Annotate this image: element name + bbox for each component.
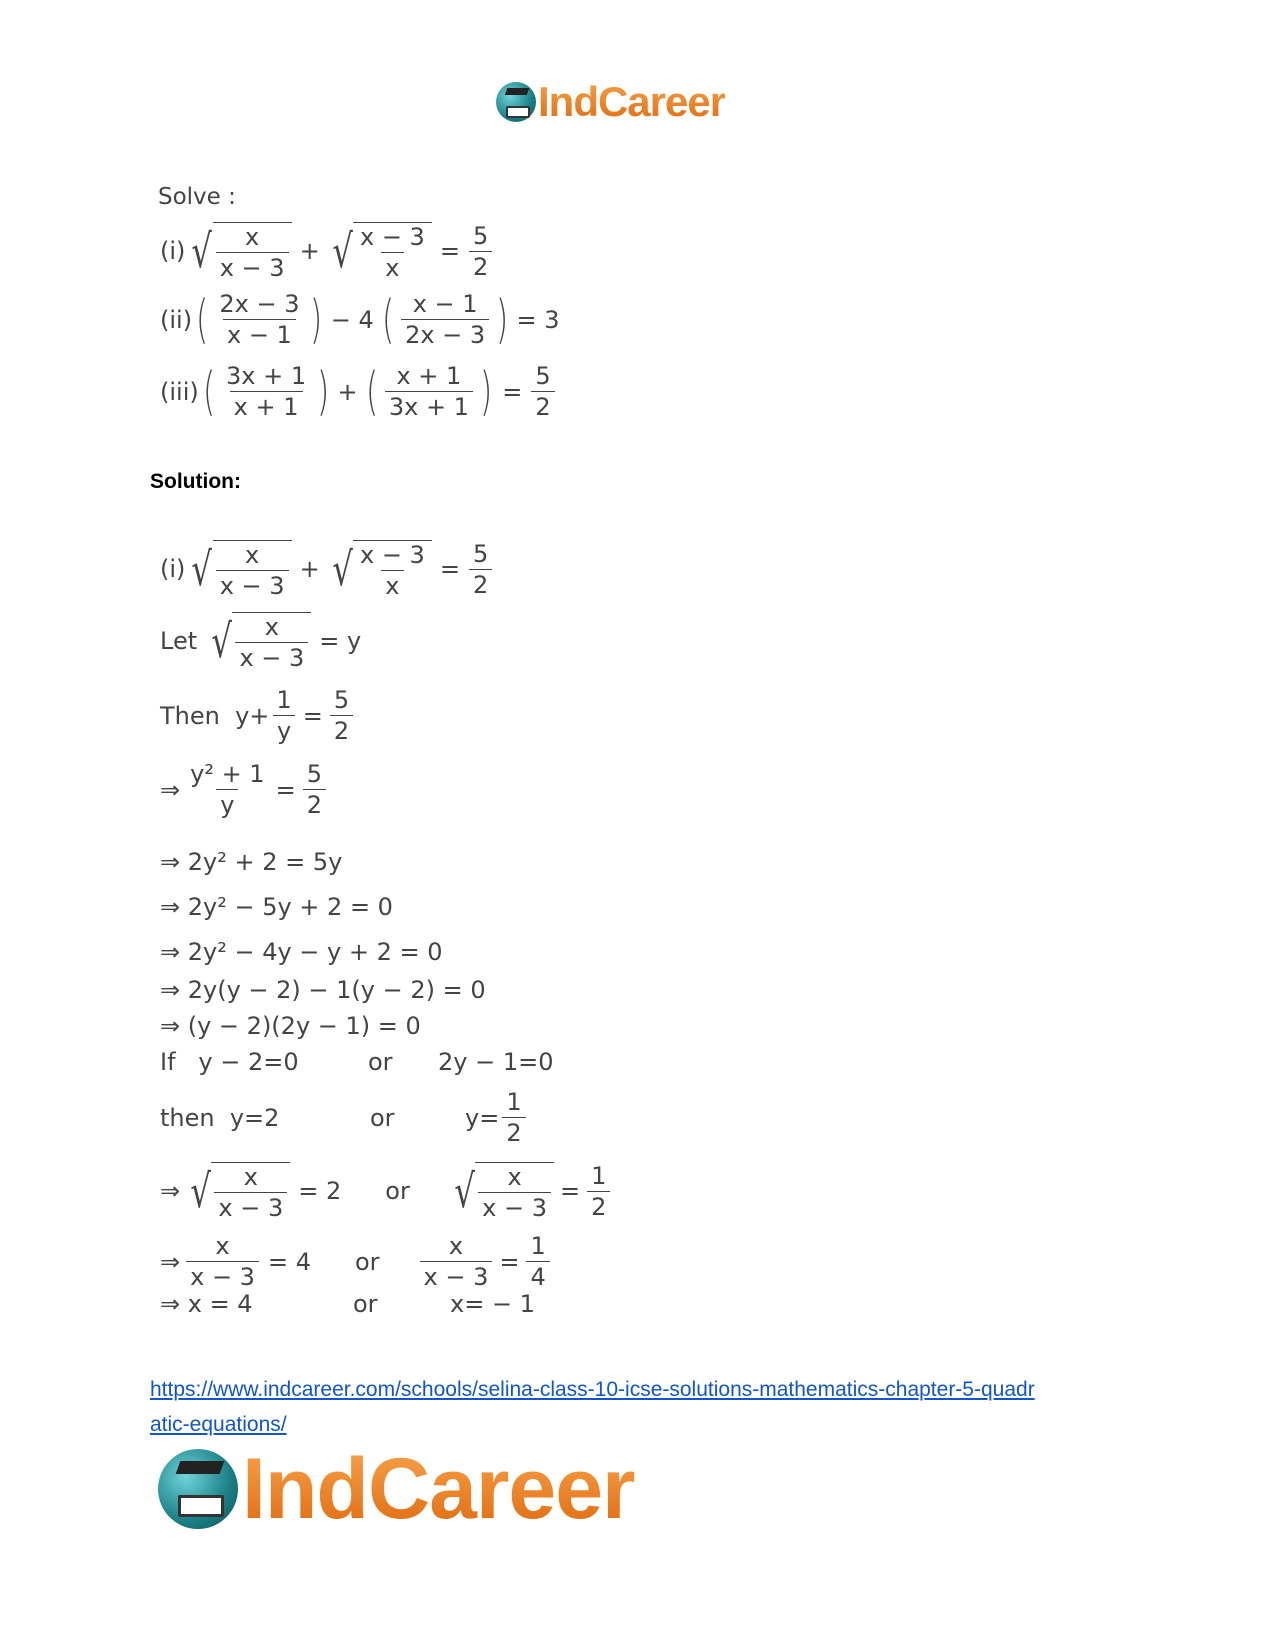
then-right-text: y= bbox=[465, 1103, 500, 1132]
equals-sign: = bbox=[439, 237, 460, 265]
denominator: 2x − 3 bbox=[401, 319, 489, 347]
then-right bbox=[465, 1090, 529, 1145]
numerator: 5 bbox=[306, 760, 322, 788]
final-left: ⇒ x = 4 bbox=[160, 1290, 253, 1318]
if-right: 2y − 1=0 bbox=[438, 1048, 554, 1076]
final-or: or bbox=[353, 1290, 378, 1318]
step-line: ⇒ 2y² − 5y + 2 = 0 bbox=[160, 893, 393, 921]
solution-sqrt-line: ⇒ √ $\frac{x}{x - 3}$ = 2 or √ $\frac{x}{x - 3}$ = $\frac{1}{2}$ bbox=[160, 1162, 613, 1220]
part-label: (iii) bbox=[160, 377, 199, 406]
numerator: x − 3 bbox=[359, 223, 425, 251]
link-line-1: https://www.indcareer.com/schools/selina-class-10-icse-solutions-mathematics-chapter-5-quadr bbox=[150, 1378, 1035, 1401]
rhs: = 3 bbox=[516, 305, 560, 334]
step-line: ⇒ 2y² + 2 = 5y bbox=[160, 848, 343, 876]
numerator: x bbox=[245, 223, 260, 251]
part-label: (ii) bbox=[160, 305, 193, 334]
numerator: x bbox=[245, 541, 260, 569]
numerator: x bbox=[448, 1232, 464, 1260]
denominator: x − 3 bbox=[214, 1192, 287, 1220]
then-text: Then y+ bbox=[160, 701, 270, 730]
question-part-i bbox=[160, 222, 495, 280]
sqrt-term: √ $\frac{x}{x - 3}$ bbox=[187, 222, 291, 280]
final-right: x= − 1 bbox=[450, 1290, 535, 1318]
or-text: or bbox=[354, 1247, 380, 1276]
equals-sign: = bbox=[502, 377, 523, 406]
plus-sign: + bbox=[299, 555, 320, 583]
numerator: x + 1 bbox=[396, 362, 462, 390]
step-line: ⇒ 2y(y − 2) − 1(y − 2) = 0 bbox=[160, 976, 486, 1004]
denominator: 2 bbox=[587, 1191, 610, 1219]
denominator: x + 1 bbox=[230, 391, 303, 419]
rhs: = 4 bbox=[267, 1247, 311, 1276]
numerator: y² + 1 bbox=[190, 760, 265, 788]
numerator: x bbox=[215, 1232, 230, 1260]
numerator: 1 bbox=[506, 1088, 522, 1116]
implies-arrow: ⇒ bbox=[160, 775, 181, 804]
equals-sign: = bbox=[275, 775, 296, 804]
denominator: 2 bbox=[303, 789, 326, 817]
globe-logo-icon bbox=[158, 1449, 238, 1529]
equals-sign: = bbox=[560, 1177, 581, 1205]
part-label: (i) bbox=[160, 555, 186, 583]
denominator: 2 bbox=[469, 251, 492, 279]
numerator: x bbox=[507, 1163, 522, 1191]
step-line: ⇒ (y − 2)(2y − 1) = 0 bbox=[160, 1012, 421, 1040]
sqrt-term: √ $\frac{x - 3}{x}$ bbox=[328, 222, 432, 280]
implies-arrow: ⇒ bbox=[160, 1177, 181, 1205]
rhs: = 2 bbox=[298, 1177, 342, 1205]
plus-sign: + bbox=[299, 237, 320, 265]
or-text: or bbox=[385, 1177, 410, 1205]
solution-then-line bbox=[160, 688, 356, 743]
question-title: Solve : bbox=[158, 184, 236, 210]
footer-brand-text: IndCareer bbox=[242, 1441, 635, 1537]
implies-arrow: ⇒ bbox=[160, 1247, 181, 1276]
numerator: 2x − 3 bbox=[219, 290, 300, 318]
numerator: x − 1 bbox=[412, 290, 478, 318]
source-link[interactable] bbox=[150, 1372, 1110, 1442]
denominator: x − 3 bbox=[235, 642, 308, 670]
numerator: 5 bbox=[535, 362, 551, 390]
denominator: y bbox=[216, 789, 238, 817]
question-part-iii: (iii) ( $\frac{3x + 1}{x + 1}$ ) + ( $\frac{x + 1}{3x + 1}$ ) = $\frac{5}{2}$ bbox=[160, 364, 558, 419]
question-part-ii: (ii) ( $\frac{2x - 3}{x - 1}$ ) − 4 ( $\frac{x - 1}{2x - 3}$ ) = 3 bbox=[160, 289, 560, 350]
footer-logo bbox=[158, 1441, 635, 1537]
denominator: 4 bbox=[526, 1261, 549, 1289]
numerator: x bbox=[264, 613, 279, 641]
header-brand-text: IndCareer bbox=[538, 78, 726, 125]
denominator: x − 3 bbox=[216, 570, 289, 598]
denominator: x − 3 bbox=[478, 1192, 551, 1220]
solution-step-i: (i) √ $\frac{x}{x - 3}$ + √ $\frac{x - 3}{x}$ = $\frac{5}{2}$ bbox=[160, 540, 495, 598]
link-line-2: atic-equations/ bbox=[150, 1413, 287, 1436]
let-text: Let bbox=[160, 627, 198, 655]
then-left: then y=2 bbox=[160, 1104, 280, 1132]
numerator: 3x + 1 bbox=[226, 362, 307, 390]
numerator: 1 bbox=[276, 686, 292, 714]
denominator: 2 bbox=[469, 569, 492, 597]
minus-term: − 4 bbox=[330, 305, 374, 334]
numerator: 1 bbox=[530, 1232, 546, 1260]
if-or: or bbox=[368, 1048, 393, 1076]
then-or: or bbox=[370, 1104, 395, 1132]
denominator: x − 1 bbox=[223, 319, 296, 347]
numerator: x − 3 bbox=[359, 541, 425, 569]
denominator: 2 bbox=[330, 715, 353, 743]
denominator: x − 3 bbox=[186, 1261, 259, 1289]
solution-heading: Solution: bbox=[150, 470, 241, 493]
solution-implies-line bbox=[160, 762, 329, 817]
header-logo bbox=[496, 78, 725, 126]
denominator: 2 bbox=[502, 1117, 525, 1145]
solution-let-line: Let √ $\frac{x}{x - 3}$ = y bbox=[160, 613, 362, 672]
numerator: 5 bbox=[333, 686, 350, 714]
equals-sign: = bbox=[439, 555, 460, 583]
plus-sign: + bbox=[337, 377, 358, 406]
numerator: 5 bbox=[472, 539, 489, 568]
part-label: (i) bbox=[160, 237, 186, 265]
denominator: x bbox=[381, 570, 403, 598]
step-line: ⇒ 2y² − 4y − y + 2 = 0 bbox=[160, 938, 443, 966]
rhs: = y bbox=[319, 627, 362, 655]
denominator: x − 3 bbox=[420, 1261, 493, 1289]
denominator: y bbox=[273, 715, 295, 743]
denominator: 3x + 1 bbox=[385, 391, 473, 419]
numerator: 1 bbox=[591, 1161, 607, 1190]
equals-sign: = bbox=[302, 701, 323, 730]
numerator: 5 bbox=[472, 221, 489, 250]
numerator: x bbox=[243, 1163, 258, 1191]
denominator: 2 bbox=[531, 391, 554, 419]
denominator: x bbox=[381, 252, 403, 280]
equals-sign: = bbox=[499, 1247, 520, 1276]
solution-frac-line bbox=[160, 1234, 553, 1289]
if-left: If y − 2=0 bbox=[160, 1048, 299, 1076]
globe-logo-icon bbox=[496, 82, 536, 122]
denominator: x − 3 bbox=[216, 252, 289, 280]
